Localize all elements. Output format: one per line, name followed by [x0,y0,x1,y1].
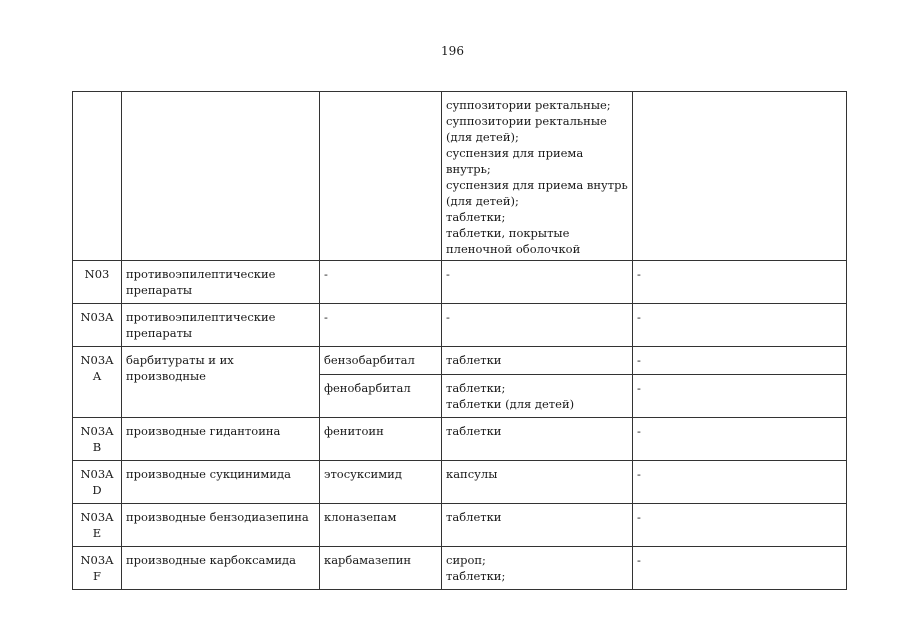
table-row [73,92,847,261]
table-row [73,304,847,347]
extra-cell: - [633,304,847,347]
extra-cell: - [633,418,847,461]
drug-name-cell: - [320,261,442,304]
group-cell: производные сукцинимида [122,461,320,504]
extra-cell: - [633,347,847,375]
drug-name-cell: бензобарбитал [320,347,442,375]
drug-name-cell: фенитоин [320,418,442,461]
atc-code-cell: N03A B [73,418,122,461]
drug-name-cell: этосуксимид [320,461,442,504]
group-cell: противоэпилептические препараты [122,261,320,304]
group-cell [122,92,320,261]
atc-code-cell: N03A A [73,347,122,418]
extra-cell: - [633,375,847,418]
extra-cell: - [633,504,847,547]
dosage-form-cell: капсулы [442,461,633,504]
atc-code-cell [73,92,122,261]
drug-name-cell: карбамазепин [320,547,442,590]
dosage-form-cell: суппозитории ректальные; суппозитории ректальные (для детей); суспензия для приема внутрь; суспензия для приема внутрь (для детей); таблетки; таблетки, покрытые пленочной оболочкой [442,92,633,261]
extra-cell: - [633,461,847,504]
dosage-form-cell: сироп; таблетки; [442,547,633,590]
table-row [73,418,847,461]
table-row [73,347,847,375]
group-cell: противоэпилептические препараты [122,304,320,347]
atc-code-cell: N03A D [73,461,122,504]
atc-code-cell: N03A [73,304,122,347]
drug-name-cell: клоназепам [320,504,442,547]
extra-cell: - [633,261,847,304]
atc-code-cell: N03 [73,261,122,304]
group-cell: производные гидантоина [122,418,320,461]
group-cell: производные бензодиазепина [122,504,320,547]
drug-name-cell [320,92,442,261]
extra-cell: - [633,547,847,590]
dosage-form-cell: таблетки [442,418,633,461]
drug-name-cell: - [320,304,442,347]
dosage-form-cell: - [442,261,633,304]
group-cell: производные карбоксамида [122,547,320,590]
page-number: 196 [441,44,464,58]
dosage-form-cell: таблетки; таблетки (для детей) [442,375,633,418]
group-cell: барбитураты и их производные [122,347,320,418]
dosage-form-cell: таблетки [442,347,633,375]
atc-code-cell: N03A F [73,547,122,590]
extra-cell [633,92,847,261]
table-row [73,261,847,304]
atc-code-cell: N03A E [73,504,122,547]
table-row [73,461,847,504]
table-row [73,504,847,547]
table-row [73,547,847,590]
drug-name-cell: фенобарбитал [320,375,442,418]
dosage-form-cell: таблетки [442,504,633,547]
drug-table [72,91,847,590]
dosage-form-cell: - [442,304,633,347]
